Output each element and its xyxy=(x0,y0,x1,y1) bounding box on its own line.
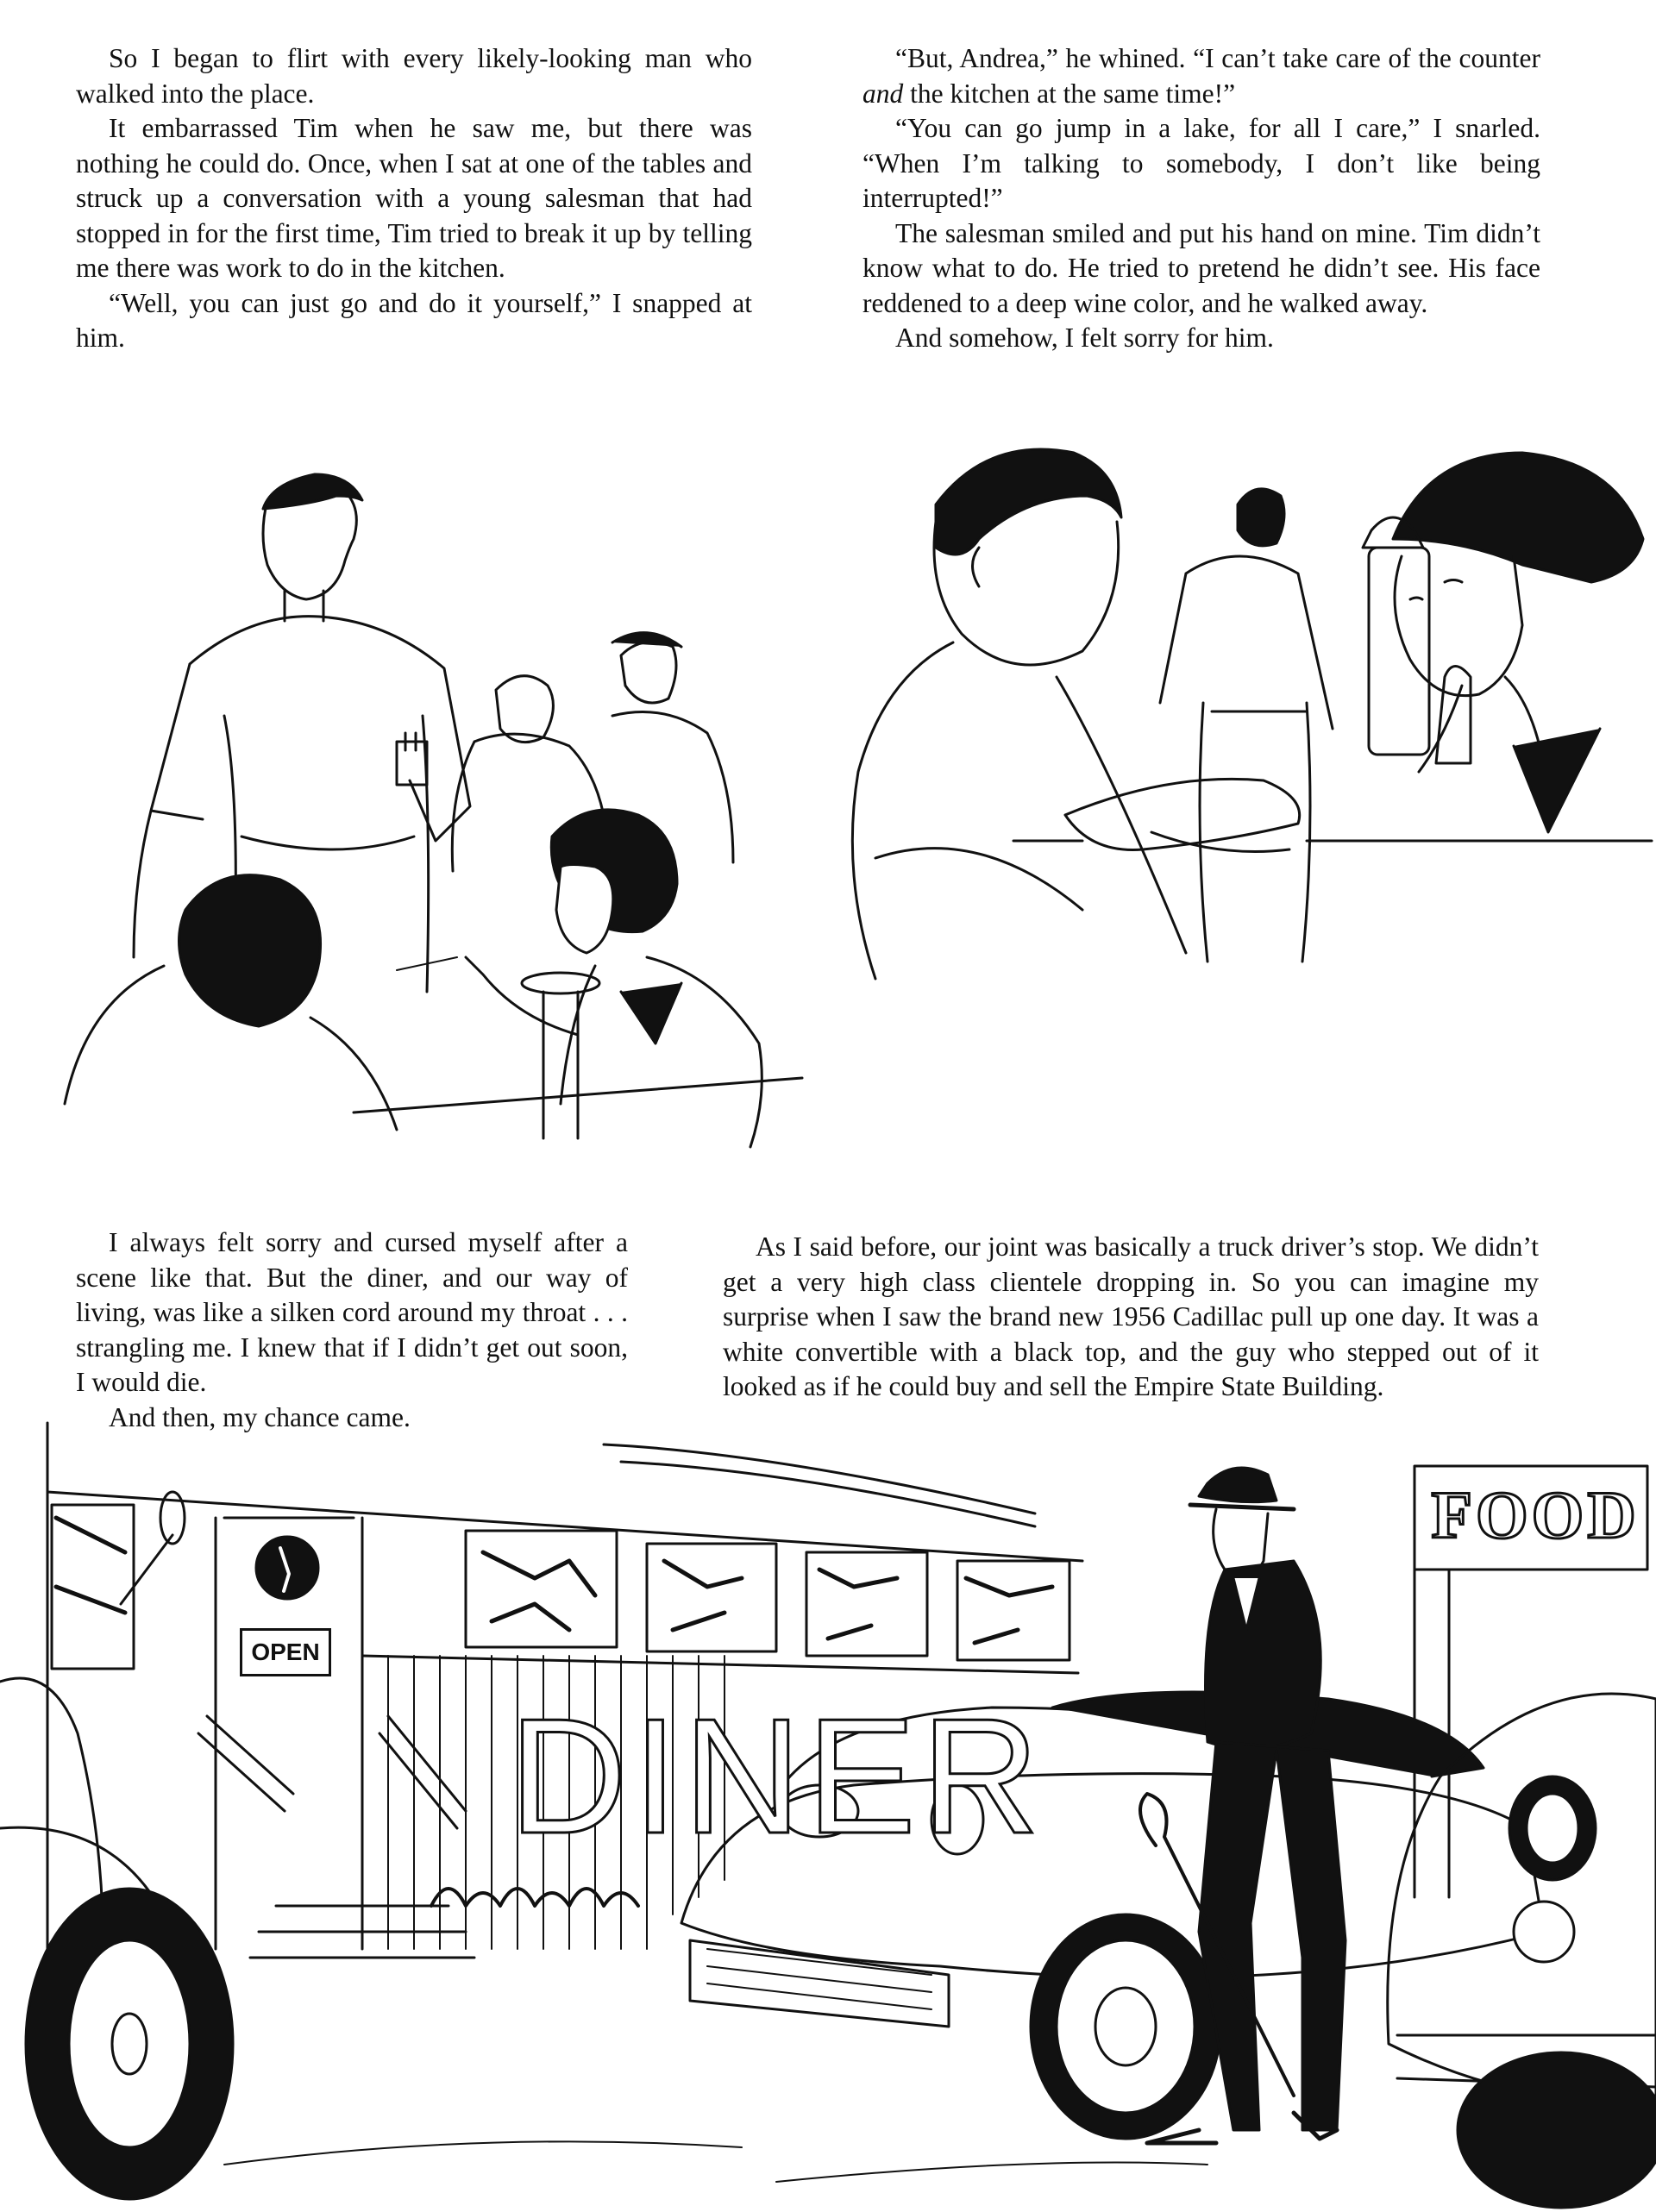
paragraph: “Well, you can just go and do it yourself,” I snapped at him. xyxy=(76,287,752,353)
paragraph: And somehow, I felt sorry for him. xyxy=(895,323,1274,353)
paragraph: I always felt sorry and cursed myself after a scene like that. But the diner, and our way of living, was like a silken cord around my throat . . . strangling me. I knew that if I didn’t get out soon, I would die. xyxy=(76,1227,628,1397)
text-block-bottom-right xyxy=(723,1230,1539,1405)
text-block-bottom-left xyxy=(76,1225,628,1435)
food-sign xyxy=(1423,1468,1647,1563)
diner-lettering xyxy=(509,1685,1045,1868)
paragraph: “You can go jump in a lake, for all I care,” I snarled. “When I’m talking to somebody, I don’t like being interrupted!” xyxy=(862,113,1540,213)
paragraph: And then, my chance came. xyxy=(109,1401,411,1432)
paragraph: The salesman smiled and put his hand on mine. Tim didn’t know what to do. He tried to pretend he didn’t see. His face reddened to a deep wine color, and he walked away. xyxy=(862,217,1540,318)
paragraph: As I said before, our joint was basically a truck driver’s stop. We didn’t get a very high class clientele dropping in. So you can imagine my surprise when I saw the brand new 1956 Cadillac pull up one day. It was a white convertible with a black top, and the guy who stepped out of it looked as if he could buy and sell the Empire State Building. xyxy=(723,1231,1539,1401)
paragraph: So I began to flirt with every likely-looking man who walked into the place. xyxy=(76,43,752,109)
paragraph xyxy=(862,41,1540,111)
open-sign-text: OPEN xyxy=(251,1639,320,1665)
illustration-counter-drawing xyxy=(26,431,785,1147)
illustration-salesman-hand xyxy=(841,427,1656,1134)
text-block-top-left xyxy=(76,41,752,356)
dialogue-text: the kitchen at the same time!” xyxy=(903,78,1236,109)
diner-lettering-text: DINER xyxy=(509,1685,1045,1868)
open-sign xyxy=(240,1628,331,1676)
food-sign-text: FOOD xyxy=(1431,1477,1640,1552)
illustration-diner-counter xyxy=(26,431,785,1147)
text-block-top-right xyxy=(862,41,1540,356)
dialogue-text: “But, Andrea,” he whined. “I can’t take care of the counter xyxy=(895,43,1540,73)
illustration-closeup-drawing xyxy=(841,427,1656,1134)
paragraph: It embarrassed Tim when he saw me, but there was nothing he could do. Once, when I sat at one of the tables and struck up a conversation with a young salesman that had stopped in for the first time, Tim tried to break it up by telling me there was work to do in the kitchen. xyxy=(76,113,752,283)
emphasis-text: and xyxy=(862,78,904,109)
